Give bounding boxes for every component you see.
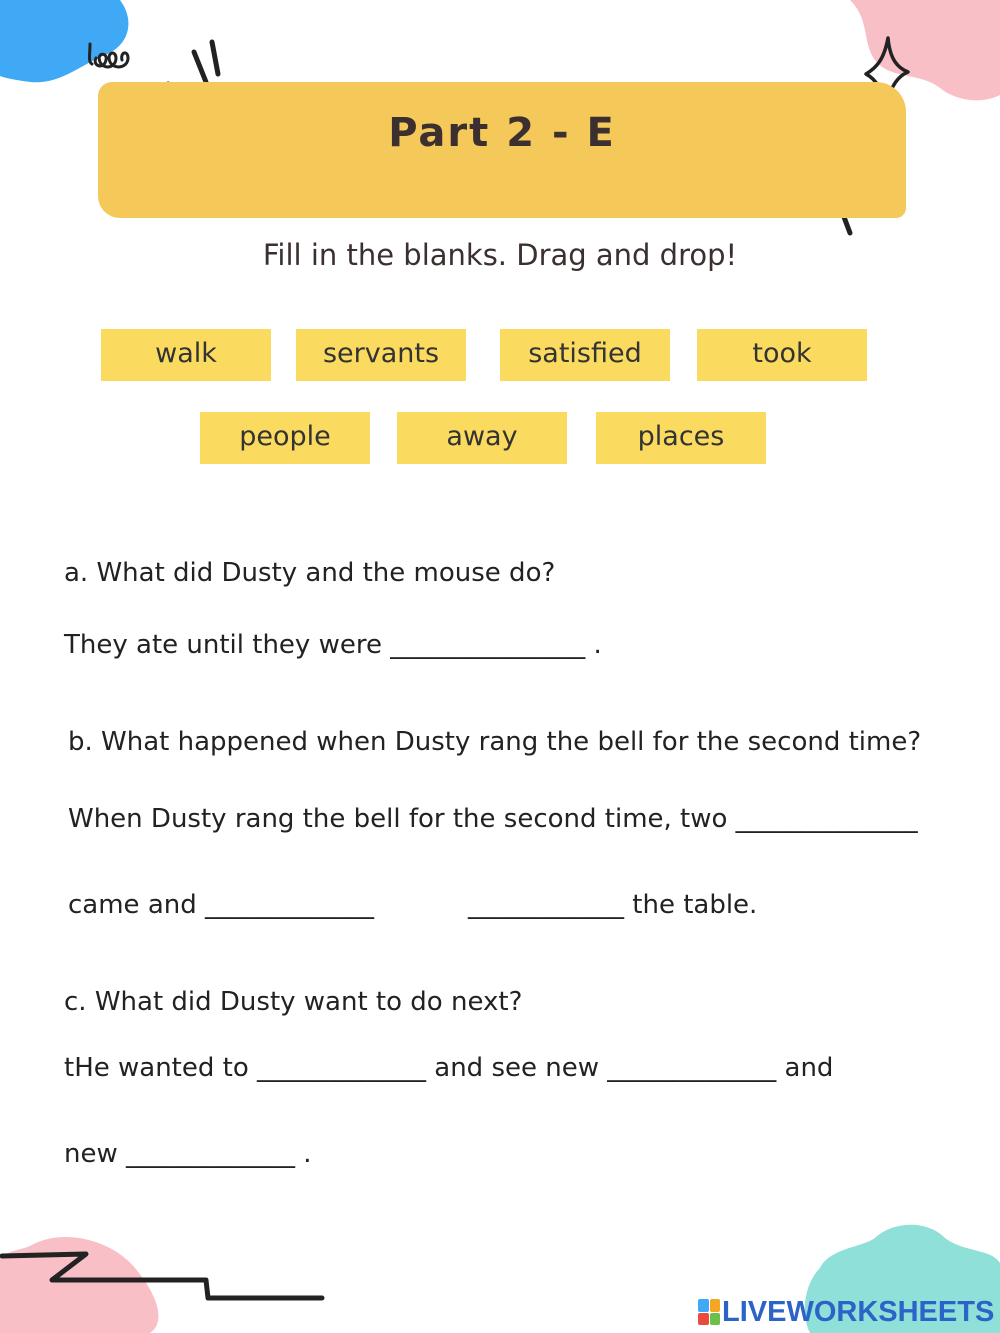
question-c: c. What did Dusty want to do next?	[64, 987, 523, 1017]
word-tile-walk[interactable]: walk	[101, 329, 271, 381]
brand-name: LIVEWORKSHEETS	[722, 1295, 995, 1328]
liveworksheets-logo-icon	[698, 1299, 720, 1325]
liveworksheets-brand	[698, 1294, 994, 1330]
word-tile-people[interactable]: people	[200, 412, 370, 464]
word-tile-away[interactable]: away	[397, 412, 567, 464]
zigzag-doodle	[0, 1240, 330, 1310]
page-title: Part 2 - E	[388, 110, 616, 156]
answer-line-b-1[interactable]: When Dusty rang the bell for the second time, two ______________	[68, 804, 918, 834]
question-b: b. What happened when Dusty rang the bell for the second time?	[68, 727, 922, 757]
answer-line-b-2-start[interactable]: came and _____________	[68, 890, 374, 920]
word-tile-places[interactable]: places	[596, 412, 766, 464]
answer-line-b-2-end[interactable]: ____________ the table.	[468, 890, 758, 920]
answer-line-a[interactable]: They ate until they were _______________ .	[64, 630, 602, 660]
word-tile-satisfied[interactable]: satisfied	[500, 329, 670, 381]
answer-line-c-1[interactable]: tHe wanted to _____________ and see new _____________ and	[64, 1053, 834, 1083]
word-tile-servants[interactable]: servants	[296, 329, 466, 381]
instruction-text: Fill in the blanks. Drag and drop!	[262, 238, 738, 272]
question-a: a. What did Dusty and the mouse do?	[64, 558, 556, 588]
answer-line-c-2[interactable]: new _____________ .	[64, 1139, 312, 1169]
word-tile-took[interactable]: took	[697, 329, 867, 381]
swirl-doodle	[82, 36, 142, 76]
